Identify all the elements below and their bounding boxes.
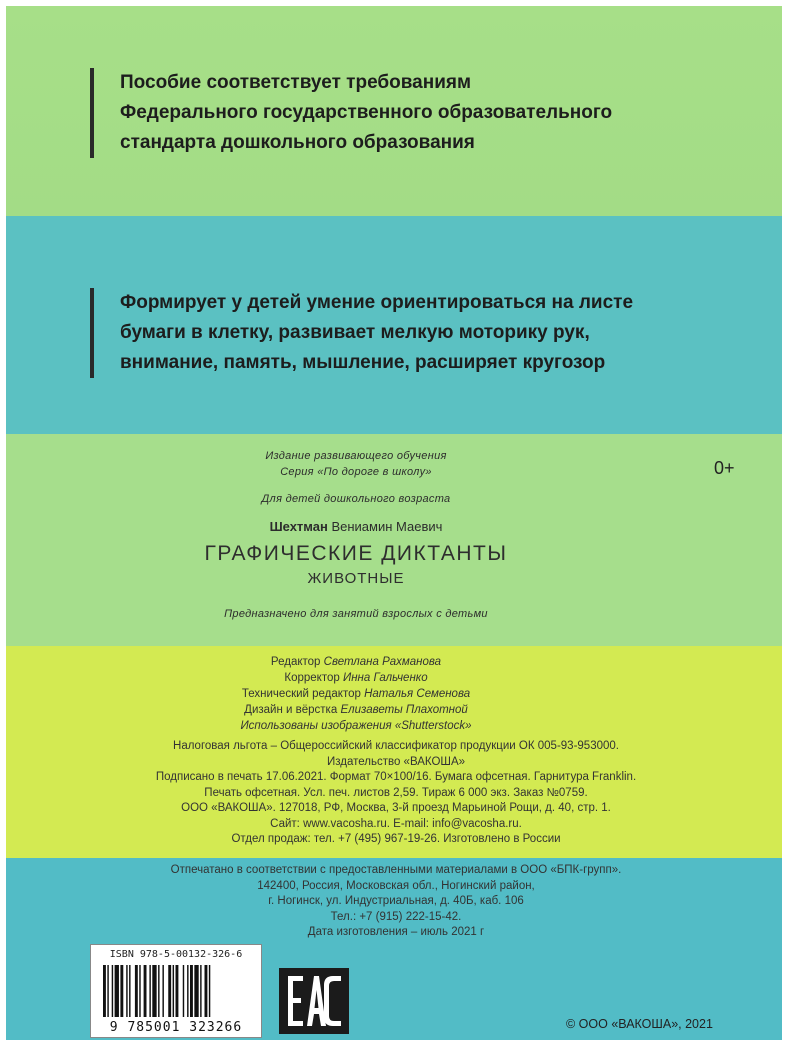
credits-block — [116, 654, 596, 734]
barcode-bar — [190, 965, 193, 1017]
edition-label: Издание развивающего обучения — [265, 450, 447, 462]
barcode-bar — [173, 965, 174, 1017]
quote-line: бумаги в клетку, развивает мелкую моторику рук, — [120, 322, 590, 343]
barcode-bar — [112, 965, 113, 1017]
eac-logo-icon — [279, 968, 349, 1034]
imprint-line: ООО «ВАКОША». 127018, РФ, Москва, 3-й проезд Марьиной Рощи, д. 40, стр. 1. — [181, 802, 611, 814]
barcode-bar — [126, 965, 127, 1017]
barcode-bar — [209, 965, 210, 1017]
barcode-bar — [205, 965, 208, 1017]
barcode-bar — [149, 965, 150, 1017]
imprint-line: Печать офсетная. Усл. печ. листов 2,59. Тираж 6 000 экз. Заказ №0759. — [204, 786, 588, 799]
barcode — [90, 944, 262, 1038]
barcode-bar — [103, 965, 106, 1017]
credit-line: Редактор Светлана Рахманова — [270, 656, 442, 668]
author-surname: Шехтман — [269, 519, 328, 534]
barcode-bars — [101, 965, 251, 1017]
imprint-line: Сайт: www.vacosha.ru. E-mail: info@vacosha.ru. — [270, 817, 522, 830]
copyright: © ООО «ВАКОША», 2021 — [566, 1017, 713, 1031]
printer-line: Тел.: +7 (915) 222-15-42. — [330, 910, 462, 923]
barcode-number: 9 785001 323266 — [109, 1020, 243, 1035]
credit-line: Корректор Инна Гальченко — [284, 672, 428, 684]
credit-line: Дизайн и вёрстка Елизаветы Плахотной — [244, 704, 468, 716]
quote-line: внимание, память, мышление, расширяет кругозор — [120, 352, 606, 373]
barcode-bar — [168, 965, 171, 1017]
quote-line: Федерального государственного образовательного — [120, 102, 613, 123]
barcode-bar — [139, 965, 140, 1017]
imprint-line: Налоговая льгота – Общероссийский классификатор продукции ОК 005-93-953000. — [173, 740, 619, 752]
barcode-bar — [135, 965, 138, 1017]
purpose-note: Предназначено для занятий взрослых с детьми — [224, 608, 488, 620]
book-subtitle: ЖИВОТНЫЕ — [307, 570, 405, 587]
barcode-bar — [187, 965, 188, 1017]
barcode-bar — [194, 965, 198, 1017]
barcode-bar — [162, 965, 163, 1017]
printer-line: Дата изготовления – июль 2021 г — [307, 926, 485, 938]
imprint-line: Издательство «ВАКОША» — [326, 755, 466, 768]
barcode-bar — [176, 965, 179, 1017]
quote-line: стандарта дошкольного образования — [120, 132, 475, 153]
barcode-bar — [200, 965, 201, 1017]
barcode-bar — [183, 965, 184, 1017]
printer-block — [106, 863, 686, 941]
barcode-bar — [144, 965, 147, 1017]
book-title: ГРАФИЧЕСКИЕ ДИКТАНТЫ — [204, 542, 508, 565]
skills-description — [90, 288, 633, 378]
barcode-bar — [107, 965, 108, 1017]
barcode-bar — [120, 965, 123, 1017]
credit-line: Использованы изображения «Shutterstock» — [240, 720, 472, 732]
imprint-line: Подписано в печать 17.06.2021. Формат 70×100/16. Бумага офсетная. Гарнитура Franklin. — [155, 771, 637, 783]
barcode-bar — [129, 965, 130, 1017]
eac-certification-mark — [279, 968, 349, 1034]
barcode-bar — [115, 965, 119, 1017]
quote-line: Формирует у детей умение ориентироваться на листе — [120, 292, 634, 313]
author-given-names: Вениамин Маевич — [331, 519, 443, 534]
printer-line: г. Ногинск, ул. Индустриальная, д. 40Б, каб. 106 — [268, 895, 524, 907]
audience-label: Для детей дошкольного возраста — [261, 493, 451, 505]
author-name — [116, 519, 596, 534]
imprint-block — [106, 739, 686, 848]
standard-compliance-note — [90, 68, 612, 158]
imprint-line: Отдел продаж: тел. +7 (495) 967-19-26. Изготовлено в России — [231, 833, 561, 845]
printer-line: 142400, Россия, Московская обл., Ногинский район, — [257, 879, 535, 892]
age-rating: 0+ — [714, 458, 735, 478]
barcode-bar — [158, 965, 159, 1017]
book-back-cover — [6, 6, 782, 1040]
barcode-bar — [152, 965, 156, 1017]
printer-line: Отпечатано в соответствии с предоставленными материалами в ООО «БПК-групп». — [170, 864, 622, 876]
credit-line: Технический редактор Наталья Семенова — [241, 688, 471, 700]
series-label: Серия «По дороге в школу» — [280, 466, 432, 478]
isbn-label: ISBN 978-5-00132-326-6 — [109, 949, 243, 960]
quote-line: Пособие соответствует требованиям — [120, 72, 472, 93]
